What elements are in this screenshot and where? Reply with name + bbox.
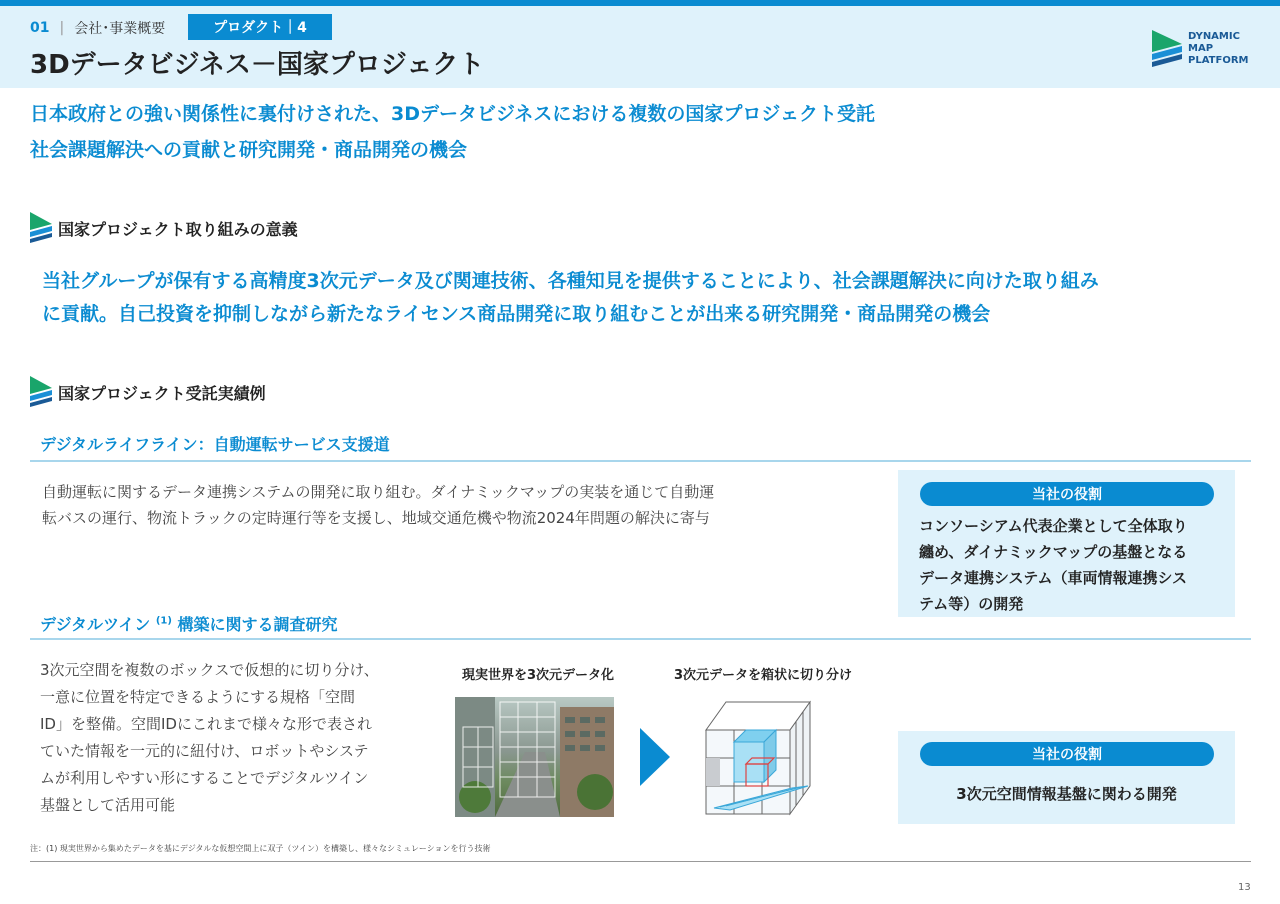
footnote: 注：(1) 現実世界から集めたデータを基にデジタルな仮想空間上に双子（ツイン）を構築し、様々なシミュレーションを行う技術 bbox=[30, 844, 491, 853]
section-marker-icon bbox=[30, 212, 52, 244]
case1-title: デジタルライフライン：自動運転サービス支援道 bbox=[40, 435, 390, 454]
divider bbox=[30, 460, 1251, 462]
page-title: 3Dデータビジネス－国家プロジェクト bbox=[30, 50, 485, 80]
company-logo: DYNAMIC MAP PLATFORM bbox=[1150, 28, 1260, 78]
divider bbox=[30, 638, 1251, 640]
case2-role-box bbox=[898, 731, 1235, 824]
product-tag: プロダクト｜4 bbox=[188, 14, 332, 40]
section-heading-significance: 国家プロジェクト取り組みの意義 bbox=[30, 212, 298, 244]
header bbox=[0, 6, 1280, 88]
case2-role-text: 3次元空間情報基盤に関わる開発 bbox=[956, 785, 1177, 803]
lead-line-1: 日本政府との強い関係性に裏付けされた、3Dデータビジネスにおける複数の国家プロジェクト受託 bbox=[30, 103, 876, 125]
section-name: 会社･事業概要 bbox=[74, 21, 166, 37]
logo-mark-icon bbox=[1150, 28, 1184, 72]
spatial-id-cube-diagram bbox=[696, 700, 814, 818]
case1-description: 自動運転に関するデータ連携システムの開発に取り組む。ダイナミックマップの実装を通じて自動運 転バスの運行、物流トラックの定時運行等を支援し、地域交通危機や物流2024年問題の解決に寄与 bbox=[42, 483, 715, 527]
case1-role-text: コンソーシアム代表企業として全体取り 纏め、ダイナミックマップの基盤となる データ連携システム（車両情報連携シス テム等）の開発 bbox=[919, 517, 1188, 613]
case2-title: デジタルツイン $^{(1)}$ 構築に関する調査研究 bbox=[40, 615, 338, 634]
role-label: 当社の役割 bbox=[920, 742, 1214, 766]
section-marker-icon bbox=[30, 376, 52, 408]
role-label: 当社の役割 bbox=[920, 482, 1214, 506]
breadcrumb: 01 | 会社･事業概要 プロダクト｜4 bbox=[30, 18, 165, 38]
lead-line-2: 社会課題解決への貢献と研究開発・商品開発の機会 bbox=[30, 139, 468, 161]
section-heading-cases: 国家プロジェクト受託実績例 bbox=[30, 376, 266, 408]
caption-real-world: 現実世界を3次元データ化 bbox=[462, 668, 615, 683]
page-number: 13 bbox=[1238, 882, 1251, 893]
arrow-right-icon bbox=[640, 728, 670, 786]
caption-boxes: 3次元データを箱状に切り分け bbox=[674, 668, 853, 683]
footer-divider bbox=[30, 861, 1251, 862]
case1-role-box bbox=[898, 470, 1235, 617]
section-number: 01 bbox=[30, 20, 50, 36]
significance-statement: 当社グループが保有する高精度3次元データ及び関連技術、各種知見を提供することにより、社会課題解決に向けた取り組み に貢献。自己投資を抑制しながら新たなライセンス商品開発に取り組むことが出来る研究開発・商品開発の機会 bbox=[42, 270, 1099, 325]
city-3d-photo bbox=[455, 697, 614, 817]
case2-description: 3次元空間を複数のボックスで仮想的に切り分け、 一意に位置を特定できるようにする規格「空間 ID」を整備。空間IDにこれまで様々な形で表され ていた情報を一元的に紐付け、ロボットやシステ ムが利用しやすい形にすることでデジタルツイン 基盤として活用可能 bbox=[40, 661, 379, 814]
